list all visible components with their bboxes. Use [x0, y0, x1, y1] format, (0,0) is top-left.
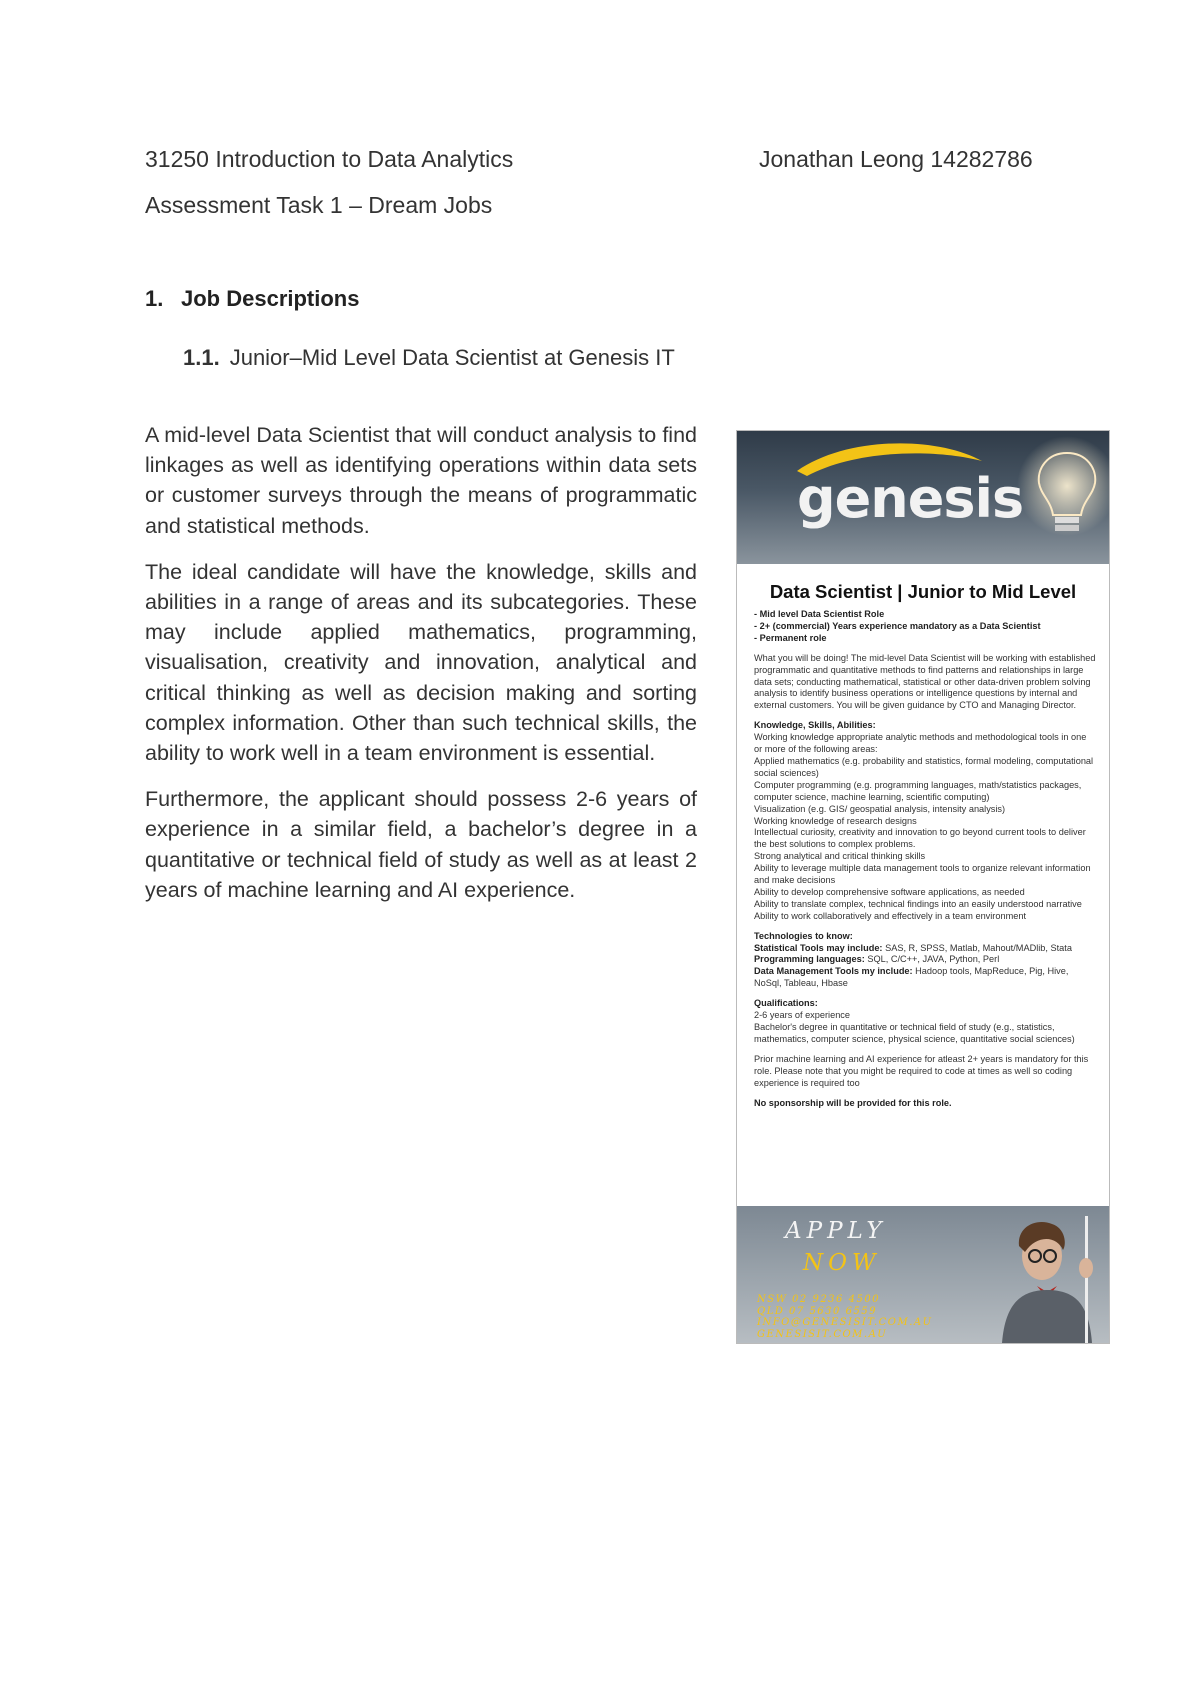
ad-sponsorship: No sponsorship will be provided for this role.: [754, 1097, 952, 1108]
contact-line: INFO@GENESISIT.COM.AU: [757, 1317, 933, 1328]
contact-line: NSW 02 9236 4500: [757, 1294, 881, 1305]
ksa-item: Working knowledge of research designs: [754, 815, 917, 826]
ad-title: Data Scientist | Junior to Mid Level: [769, 581, 1077, 602]
subsection-number: 1.1.: [183, 345, 220, 370]
qual-heading: Qualifications:: [754, 998, 818, 1009]
ksa-item: Ability to work collaboratively and effectively in a team environment: [754, 910, 1027, 921]
ad-header-banner: [737, 431, 1109, 564]
contact-line: QLD 07 5630 6559: [757, 1305, 878, 1317]
paragraph: The ideal candidate will have the knowledge, skills and abilities in a range of areas and its subcategories. These may include applied mathematics, programming, visualisation, creativity and innovation, analytical and critical thinking as well as decision making and sorting complex information. Other than such technical skills, the ability to work well in a team environment is essential.: [145, 559, 697, 766]
ksa-item: Visualization (e.g. GIS/ geospatial analysis, intensity analysis): [754, 803, 1006, 814]
tech-heading: Technologies to know:: [754, 930, 853, 941]
apply-label: APPLY: [785, 1218, 887, 1244]
ad-ksa: [754, 720, 1096, 922]
ad-bullets: [754, 609, 1096, 645]
ad-prior-experience: Prior machine learning and AI experience for atleast 2+ years is mandatory for this role. Please note that you might be required to code at times as well so coding experience is required too: [754, 1053, 1089, 1088]
ksa-item: Applied mathematics (e.g. probability and statistics, formal modeling, computational social sciences): [754, 755, 1094, 778]
contact-line: GENESISIT.COM.AU: [757, 1328, 888, 1340]
bullet-item: - Mid level Data Scientist Role: [754, 609, 885, 619]
person-illustration: [957, 1206, 1109, 1343]
task-title: Assessment Task 1 – Dream Jobs: [145, 192, 493, 218]
ksa-item: Computer programming (e.g. programming languages, math/statistics packages, computer science, machine learning, scientific computing): [754, 779, 1082, 802]
ksa-item: Intellectual curiosity, creativity and innovation to go beyond current tools to deliver the best solutions to complex problems.: [754, 827, 1086, 850]
ad-footer-banner: [737, 1206, 1109, 1343]
bullet-item: - Permanent role: [754, 632, 827, 643]
tech-item: Data Management Tools my include: Hadoop tools, MapReduce, Pig, Hive, NoSql, Tableau, Hbase: [754, 966, 1069, 989]
section-number: 1.: [145, 286, 164, 311]
subsection-title: Junior–Mid Level Data Scientist at Genesis IT: [229, 345, 675, 370]
bullet-item: - 2+ (commercial) Years experience mandatory as a Data Scientist: [754, 620, 1041, 631]
ksa-item: Ability to translate complex, technical findings into an easily understood narrative: [754, 898, 1082, 909]
now-label: NOW: [803, 1250, 881, 1276]
tech-item: Statistical Tools may include: SAS, R, SPSS, Matlab, Mahout/MADlib, Stata: [754, 942, 1072, 953]
genesis-logo: genesis: [797, 467, 1024, 530]
paragraph: Furthermore, the applicant should possess 2-6 years of experience in a similar field, a bachelor’s degree in a quantitative or technical field of study as well as at least 2 years of machine learning and AI experience.: [145, 787, 697, 902]
course-title: 31250 Introduction to Data Analytics: [145, 146, 514, 172]
paragraph: A mid-level Data Scientist that will conduct analysis to find linkages as well as identifying operations within data sets or customer surveys through the means of programmatic and statistical methods.: [145, 423, 697, 538]
ad-tech: [754, 931, 1096, 991]
section-heading: [145, 286, 359, 312]
qual-item: 2-6 years of experience: [754, 1010, 851, 1021]
qual-item: Bachelor's degree in quantitative or technical field of study (e.g., statistics, mathematics, computer science, physical science, quantitative social sciences): [754, 1022, 1075, 1044]
ksa-item: Ability to leverage multiple data management tools to organize relevant information and make decisions: [754, 863, 1091, 886]
author-info: Jonathan Leong 14282786: [759, 146, 1033, 172]
ksa-item: Working knowledge appropriate analytic methods and methodological tools in one or more of the following areas:: [754, 732, 1087, 755]
ad-intro: What you will be doing! The mid-level Data Scientist will be working with established programmatic and quantitative methods to find patterns and relationships in large data sets; conducting mathematical, statistical or other data-driven problem solving analysis to identify business operations or intelligence questions by internal and external customers. You will be given guidance by CTO and Managing Director.: [754, 652, 1096, 711]
ad-body: [754, 609, 1096, 1117]
body-text: [145, 420, 697, 921]
ad-qualifications: [754, 998, 1096, 1046]
ksa-item: Ability to develop comprehensive software applications, as needed: [754, 886, 1025, 897]
subsection-heading: [183, 345, 675, 371]
contact-info: [757, 1294, 933, 1340]
ksa-item: Strong analytical and critical thinking skills: [754, 851, 926, 862]
tech-item: Programming languages: SQL, C/C++, JAVA, Python, Perl: [754, 954, 1000, 965]
ksa-heading: Knowledge, Skills, Abilities:: [754, 720, 876, 731]
section-title: Job Descriptions: [181, 286, 360, 311]
job-ad-image: [736, 430, 1110, 1344]
